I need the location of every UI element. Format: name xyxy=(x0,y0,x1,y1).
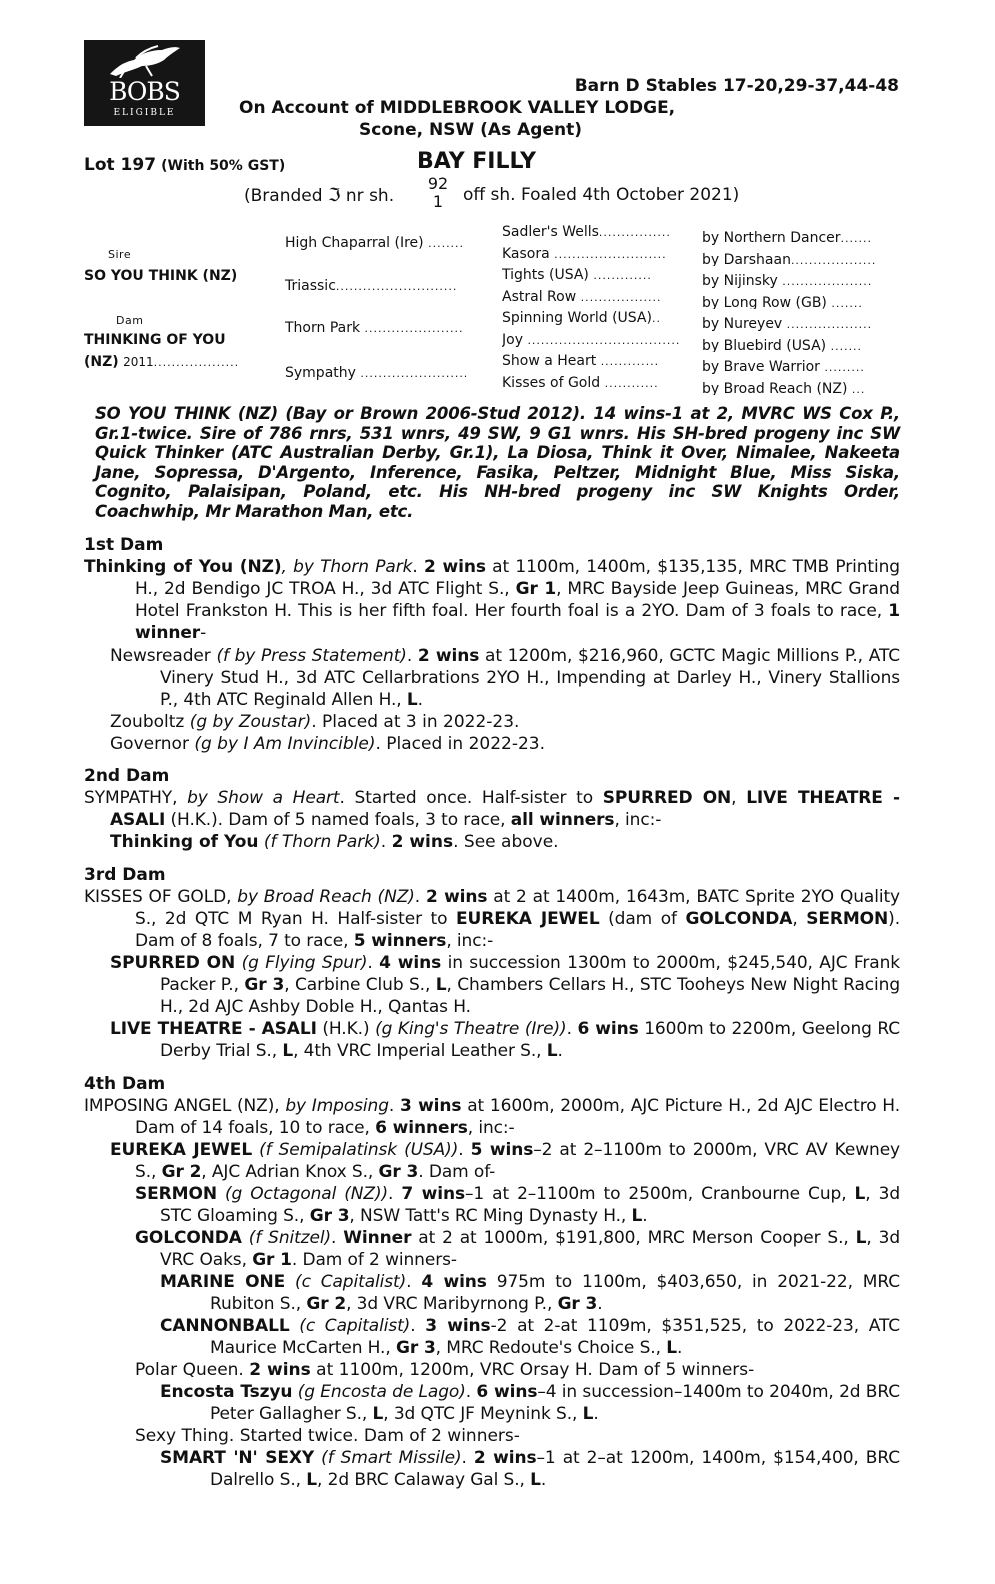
stables-line: Barn D Stables 17-20,29-37,44-48 xyxy=(574,76,899,96)
brand-mark-icon: ℑ xyxy=(327,185,341,206)
dam-year: 2011 xyxy=(123,355,154,369)
dam-name: THINKING OF YOU xyxy=(84,332,226,348)
gen3-row: Joy .................................. by Bluebird (USA) ....... xyxy=(502,331,863,352)
logo-text: BOBS xyxy=(109,77,180,106)
dam-country: (NZ) xyxy=(84,354,119,370)
cannonball-entry: CANNONBALL (c Capitalist). 3 wins-2 at 2-at 1109m, $351,525, to 2022-23, ATC Maurice McCarten H., Gr 3, MRC Redoute's Choice S., L. xyxy=(160,1316,900,1358)
lot-number: Lot 197 xyxy=(84,155,157,175)
live-theatre-entry: LIVE THEATRE - ASALI (H.K.) (g King's Theatre (Ire)). 6 wins 1600m to 2200m, Geelong RC Derby Trial S., L, 4th VRC Imperial Leather S., L. xyxy=(110,1019,901,1061)
lot-line xyxy=(84,155,285,175)
fourth-dam-entry: IMPOSING ANGEL (NZ), by Imposing. 3 wins at 1600m, 2000m, AJC Picture H., 2d AJC Electro H. Dam of 14 foals, 10 to race, 6 winners, inc:- xyxy=(84,1096,900,1138)
account-line-2: Scone, NSW (As Agent) xyxy=(359,120,582,140)
brand-denominator: 1 xyxy=(432,192,444,211)
gen3-row: Sadler's Wells................ by Northern Dancer....... xyxy=(502,224,873,245)
gen3-table xyxy=(502,223,902,395)
zouboltz-entry: Zouboltz (g by Zoustar). Placed at 3 in 2022-23. xyxy=(110,712,520,732)
thinking-of-you-entry: Thinking of You (f Thorn Park). 2 wins. See above. xyxy=(110,832,559,852)
sire-label: Sire xyxy=(108,248,132,261)
encosta-tszyu-entry: Encosta Tszyu (g Encosta de Lago). 6 wins–4 in succession–1400m to 2040m, 2d BRC Peter Gallagher S., L, 3d QTC JF Meynink S., L. xyxy=(160,1382,901,1424)
dam-label: Dam xyxy=(116,314,144,327)
fourth-dam-heading: 4th Dam xyxy=(84,1074,166,1094)
second-dam-heading: 2nd Dam xyxy=(84,766,170,786)
marine-one-entry: MARINE ONE (c Capitalist). 4 wins 975m to 1100m, $403,650, in 2021-22, MRC Rubiton S., Gr 2, 3d VRC Maribyrnong P., Gr 3. xyxy=(160,1272,900,1314)
gen2-dam-dam: Sympathy ........................ xyxy=(285,365,469,381)
gen2-sire-dam: Triassic........................... xyxy=(285,278,458,294)
third-dam-heading: 3rd Dam xyxy=(84,865,166,885)
brand-line xyxy=(244,185,394,206)
sexy-thing-entry: Sexy Thing. Started twice. Dam of 2 winners- xyxy=(135,1426,520,1446)
sire-name: SO YOU THINK (NZ) xyxy=(84,268,238,284)
gen2-dam-sire: Thorn Park ...................... xyxy=(285,320,464,336)
brand-near-shoulder: nr sh. xyxy=(345,186,395,206)
gen3-row: Tights (USA) ............. by Nijinsky .................... xyxy=(502,267,873,288)
first-dam-entry: Thinking of You (NZ), by Thorn Park. 2 wins at 1100m, 1400m, $135,135, MRC TMB Printing H., 2d Bendigo JC TROA H., 3d ATC Flight S., Gr 1, MRC Bayside Jeep Guineas, MRC Grand Hotel Frankston H. This is her fifth foal. Her fourth foal is a 2YO. Dam of 3 foals to race, 1 winner- xyxy=(84,557,900,643)
gen3-row: Kasora ......................... by Darshaan................... xyxy=(502,245,877,266)
spurred-on-entry: SPURRED ON (g Flying Spur). 4 wins in succession 1300m to 2000m, $245,540, AJC Frank Packer P., Gr 3, Carbine Club S., L, Chambers Cellars H., STC Tooheys New Night Racing H., 2d AJC Ashby Doble H., Qantas H. xyxy=(110,953,901,1017)
gen3-row: Kisses of Gold ............ by Broad Reach (NZ) ... xyxy=(502,374,866,395)
bobs-eligible-logo xyxy=(84,40,205,126)
brand-fraction xyxy=(426,175,450,211)
first-dam-heading: 1st Dam xyxy=(84,535,164,555)
eureka-jewel-entry: EUREKA JEWEL (f Semipalatinsk (USA)). 5 wins–2 at 2–1100m to 2000m, VRC AV Kewney S., Gr 2, AJC Adrian Knox S., Gr 3. Dam of- xyxy=(110,1140,901,1182)
gen3-row: Spinning World (USA).. by Nureyev ................... xyxy=(502,310,873,331)
brand-close: off sh. Foaled 4th October 2021) xyxy=(463,185,740,205)
brand-open: (Branded xyxy=(244,186,323,206)
newsreader-entry: Newsreader (f by Press Statement). 2 wins at 1200m, $216,960, GCTC Magic Millions P., ATC Vinery Stud H., 3d ATC Cellarbrations 2YO H., Impending at Darley H., Vinery Stallions P., 4th ATC Reginald Allen H., L. xyxy=(110,646,900,710)
gen3-row: Show a Heart ............. by Brave Warrior ......... xyxy=(502,353,865,374)
second-dam-entry: SYMPATHY, by Show a Heart. Started once. Half-sister to SPURRED ON, LIVE THEATRE - ASALI (H.K.). Dam of 5 named foals, 3 to race, all winners, inc:- xyxy=(84,788,900,830)
gst-note: (With 50% GST) xyxy=(161,158,286,174)
gen2-sire-sire: High Chaparral (Ire) ........ xyxy=(285,235,465,251)
golconda-entry: GOLCONDA (f Snitzel). Winner at 2 at 1000m, $191,800, MRC Merson Cooper S., L, 3d VRC Oaks, Gr 1. Dam of 2 winners- xyxy=(135,1228,901,1270)
dam-dots: ................... xyxy=(153,356,240,369)
dam-year-line xyxy=(84,353,239,372)
third-dam-entry: KISSES OF GOLD, by Broad Reach (NZ). 2 wins at 2 at 1400m, 1643m, BATC Sprite 2YO Quality S., 2d QTC M Ryan H. Half-sister to EUREKA JEWEL (dam of GOLCONDA, SERMON). Dam of 8 foals, 7 to race, 5 winners, inc:- xyxy=(84,887,900,951)
polar-queen-entry: Polar Queen. 2 wins at 1100m, 1200m, VRC Orsay H. Dam of 5 winners- xyxy=(135,1360,755,1380)
horse-icon xyxy=(106,44,184,78)
lot-title: BAY FILLY xyxy=(417,149,537,174)
gen3-row: Astral Row .................. by Long Row (GB) ....... xyxy=(502,288,863,309)
account-line-1: On Account of MIDDLEBROOK VALLEY LODGE, xyxy=(239,98,676,118)
sermon-entry: SERMON (g Octagonal (NZ)). 7 wins–1 at 2–1100m to 2500m, Cranbourne Cup, L, 3d STC Gloaming S., Gr 3, NSW Tatt's RC Ming Dynasty H., L. xyxy=(135,1184,901,1226)
smart-n-sexy-entry: SMART 'N' SEXY (f Smart Missile). 2 wins–1 at 2–at 1200m, 1400m, $154,400, BRC Dalrello S., L, 2d BRC Calaway Gal S., L. xyxy=(160,1448,900,1490)
brand-numerator: 92 xyxy=(427,174,449,193)
sire-summary: SO YOU THINK (NZ) (Bay or Brown 2006-Stud 2012). 14 wins-1 at 2, MVRC WS Cox P., Gr.1-twice. Sire of 786 rnrs, 531 wnrs, 49 SW, 9 G1 wnrs. His SH-bred progeny inc SW Quick Thinker (ATC Australian Derby, Gr.1), La Diosa, Think it Over, Nimalee, Nakeeta Jane, Sopressa, D'Argento, Inference, Fasika, Peltzer, Midnight Blue, Miss Siska, Cognito, Palaisipan, Poland, etc. His NH-bred progeny inc SW Knights Order, Coachwhip, Mr Marathon Man, etc. xyxy=(95,404,900,521)
governor-entry: Governor (g by I Am Invincible). Placed in 2022-23. xyxy=(110,734,546,754)
logo-subtext: ELIGIBLE xyxy=(113,108,176,118)
